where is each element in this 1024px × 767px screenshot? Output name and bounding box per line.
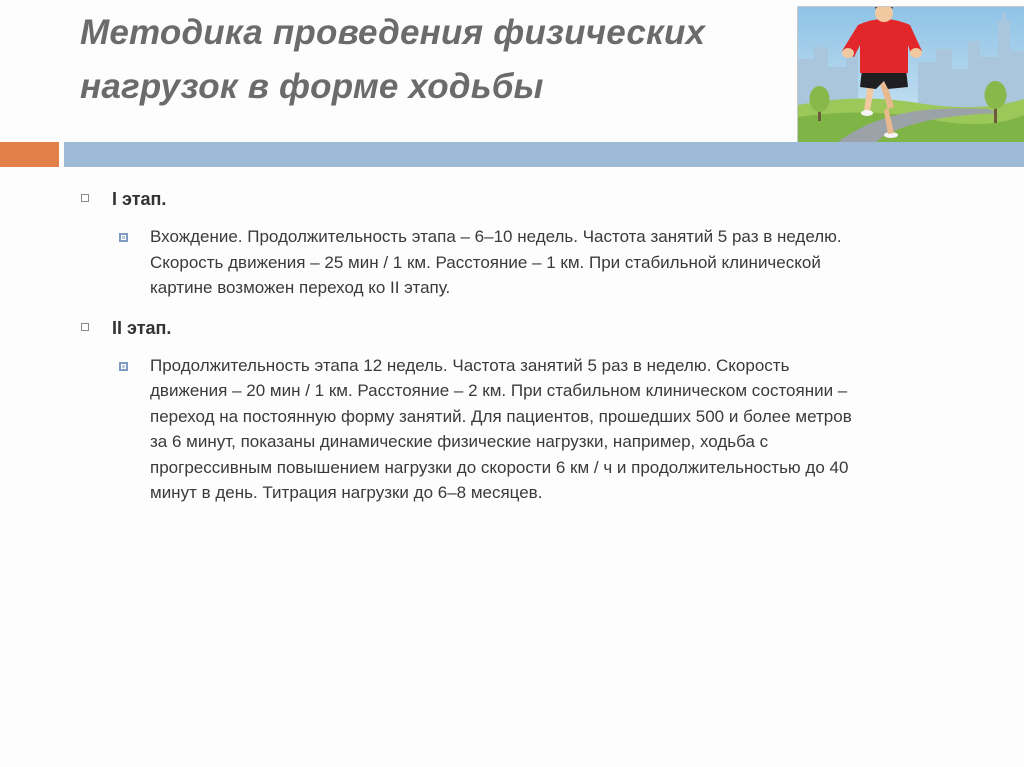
stage-1-description — [150, 224, 980, 301]
accent-bar-blue — [64, 142, 1024, 167]
stage-2-description — [150, 353, 980, 506]
stage-1-heading — [80, 186, 980, 212]
stage-2-heading-text: II этап. — [112, 317, 172, 338]
square-bullet-icon — [81, 323, 89, 331]
square-bullet-icon — [81, 194, 89, 202]
title-line-2: нагрузок в форме ходьбы — [80, 67, 544, 106]
walking-man-illustration-icon — [797, 6, 1024, 143]
stage-2-line-6: минут в день. Титрация нагрузки до 6–8 месяцев. — [150, 483, 543, 502]
square-bullet-icon — [119, 233, 128, 242]
stage-2-line-2: движения – 20 мин / 1 км. Расстояние – 2 км. При стабильном клиническом состоянии – — [150, 381, 848, 400]
accent-bar-orange — [0, 142, 59, 167]
stage-2-text — [150, 353, 980, 506]
stage-2-line-3: переход на постоянную форму занятий. Для пациентов, прошедших 500 и более метров — [150, 406, 852, 426]
stage-2-heading — [80, 315, 980, 341]
stage-1-text — [150, 224, 980, 301]
stage-1-line-2: Скорость движения – 25 мин / 1 км. Расстояние – 1 км. При стабильной клинической — [150, 252, 821, 272]
stage-2-line-1: Продолжительность этапа 12 недель. Частота занятий 5 раз в неделю. Скорость — [150, 355, 790, 375]
stage-2-line-4: за 6 минут, показаны динамические физические нагрузки, например, ходьба с — [150, 432, 769, 451]
square-bullet-icon — [119, 362, 128, 371]
stage-1-line-1: Вхождение. Продолжительность этапа – 6–10 недель. Частота занятий 5 раз в неделю. — [150, 227, 842, 246]
title-line-1: Методика проведения физических — [80, 13, 706, 52]
slide-content — [80, 186, 980, 520]
slide-title — [80, 6, 790, 114]
stage-2-line-5: прогрессивным повышением нагрузки до скорости 6 км / ч и продолжительностью до 40 — [150, 457, 849, 477]
stage-1-line-3: картине возможен переход ко II этапу. — [150, 278, 451, 297]
stage-1-heading-text: I этап. — [112, 189, 167, 209]
